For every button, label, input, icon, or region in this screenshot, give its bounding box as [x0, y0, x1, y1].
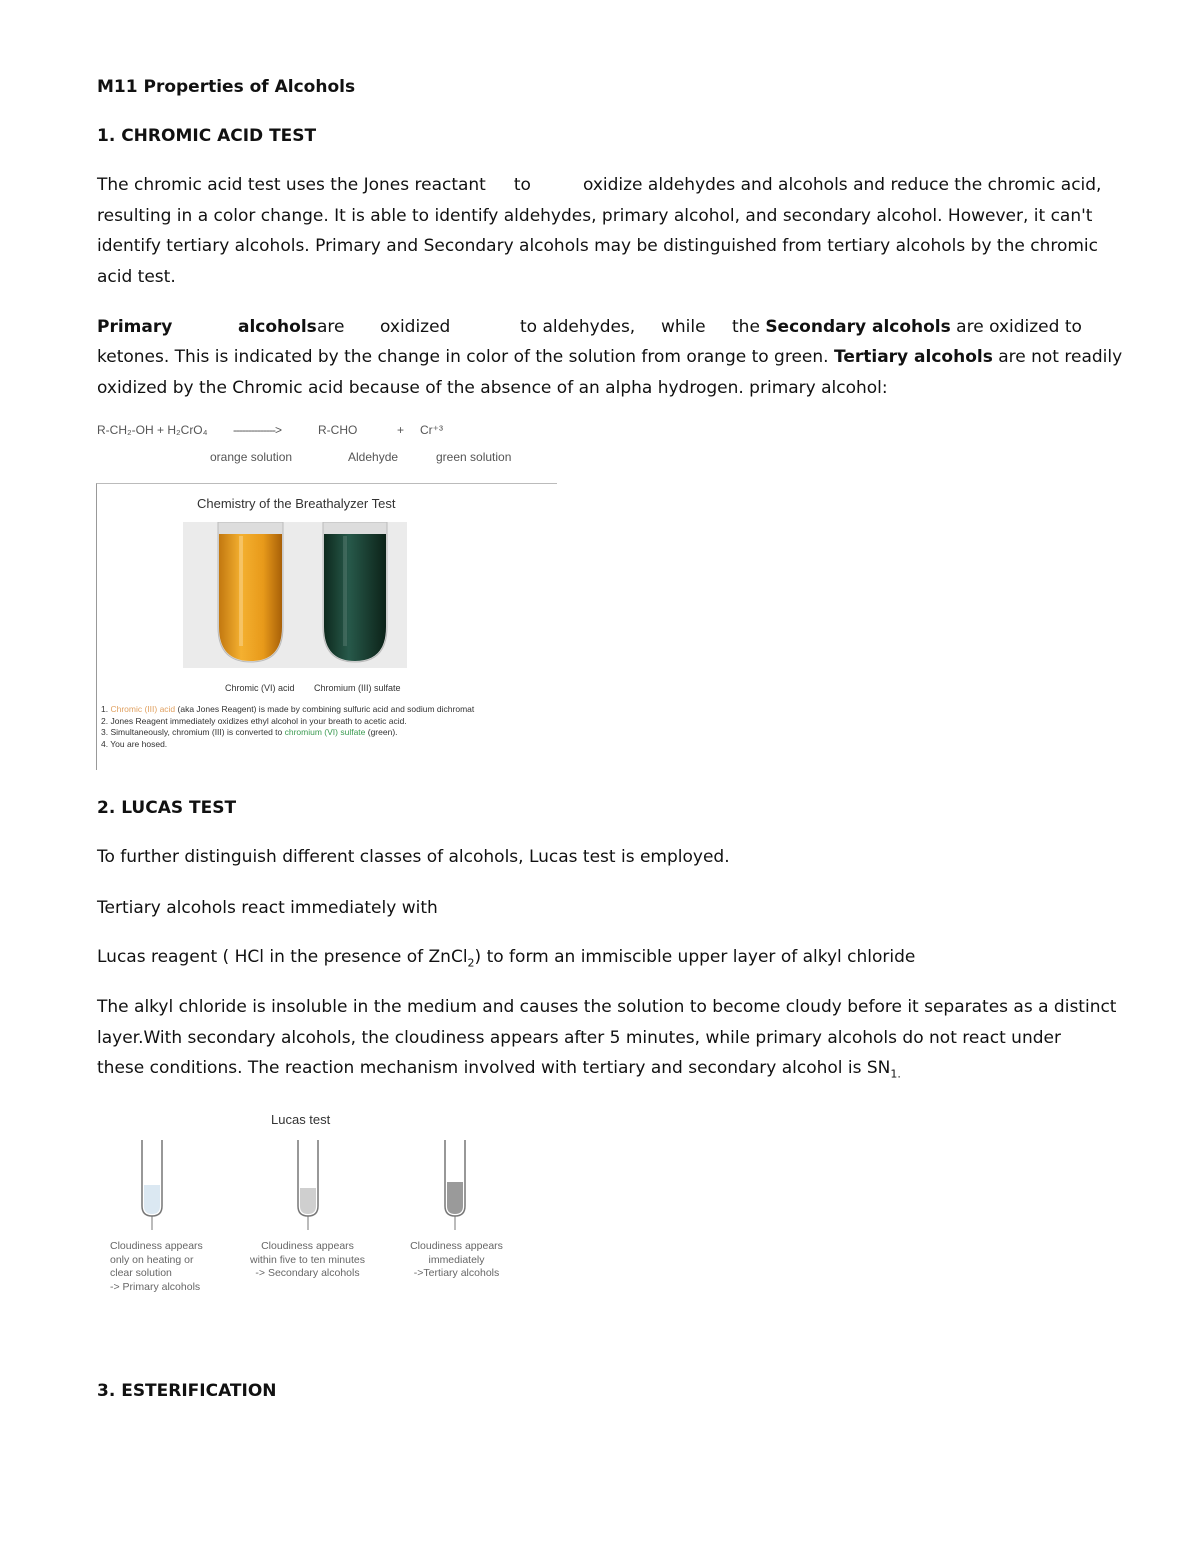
lucas-p4-line1: The alkyl chloride is insoluble in the medium and causes the solution to become cloudy before it separates as a distinct: [97, 997, 1117, 1017]
p2-word-the: the: [732, 317, 760, 337]
lucas-p2: Tertiary alcohols react immediately with: [97, 898, 438, 918]
p2-word-primary: Primary: [97, 317, 173, 337]
p2-word-oxidized: oxidized: [380, 317, 451, 337]
tube2-label: Chromium (III) sulfate: [314, 683, 401, 693]
reaction-label-orange: orange solution: [210, 450, 293, 464]
tube-primary-icon: [142, 1140, 162, 1230]
note-1-highlight: Chromic (III) acid: [110, 704, 176, 714]
p1-line1: [97, 170, 1101, 200]
breathalyzer-title: Chemistry of the Breathalyzer Test: [197, 496, 396, 511]
note-3: 3. Simultaneously, chromium (III) is converted to chromium (VI) sulfate (green).: [101, 727, 398, 737]
breathalyzer-figure: [96, 483, 557, 770]
lucas-p4-line2: layer.With secondary alcohols, the cloudiness appears after 5 minutes, while primary alcohols do not react under: [97, 1028, 1061, 1048]
p1-line2: resulting in a color change. It is able to identify aldehydes, primary alcohol, and secondary alcohol. However, it can't: [97, 206, 1093, 226]
lucas-caption-secondary: Cloudiness appears within five to ten minutes -> Secondary alcohols: [250, 1240, 365, 1279]
p2-line1-tail: [732, 312, 1082, 342]
subscript-2: 2: [467, 956, 475, 970]
section-heading-lucas-test: 2. LUCAS TEST: [97, 798, 237, 818]
test-tubes-illustration: [183, 522, 407, 668]
p2-line2: [97, 342, 1122, 372]
p1-text-c: oxidize aldehydes and alcohols and reduce the chromic acid,: [582, 175, 1102, 195]
p2-line2-c: are not readily: [998, 347, 1123, 367]
note-2: 2. Jones Reagent immediately oxidizes ethyl alcohol in your breath to acetic acid.: [101, 715, 407, 726]
document-title: M11 Properties of Alcohols: [97, 77, 356, 97]
p2-word-are-oxidized-to: are oxidized to: [956, 317, 1082, 337]
p2-word-alcohols: alcohols: [238, 317, 317, 337]
p2-word-secondary-alcohols: Secondary alcohols: [765, 317, 951, 337]
p2-word-to-aldehydes: to aldehydes,: [520, 317, 636, 337]
p2-line1: [97, 312, 172, 342]
reaction-label-aldehyde: Aldehyde: [348, 450, 399, 464]
p2-word-are: are: [317, 317, 345, 337]
p1-text-b: to: [513, 175, 531, 195]
p1-line4: acid test.: [97, 267, 176, 287]
tube-tertiary-icon: [445, 1140, 465, 1230]
reaction-arrow: -------------->: [233, 423, 281, 437]
subscript-1: 1.: [890, 1067, 901, 1081]
lucas-caption-tertiary: Cloudiness appears immediately ->Tertiary alcohols: [410, 1240, 503, 1279]
p1-text-a: The chromic acid test uses the Jones reactant: [97, 175, 486, 195]
reaction-plus: +: [397, 423, 405, 437]
p2-line2-a: ketones. This is indicated by the change in color of the solution from orange to green.: [97, 347, 829, 367]
tube1-label: Chromic (VI) acid: [225, 683, 295, 693]
reaction-label-green: green solution: [436, 450, 512, 464]
lucas-figure-title: Lucas test: [271, 1112, 331, 1127]
lucas-p4-line3: these conditions. The reaction mechanism involved with tertiary and secondary alcohol is $SN_{1.}$: [97, 1058, 901, 1081]
lucas-p3: Lucas reagent ( HCl in the presence of ZnCl$_2$) to form an immiscible upper layer of alkyl chloride: [97, 947, 916, 970]
reaction-product-chromium: Cr⁺³: [420, 423, 443, 437]
section-heading-esterification: 3. ESTERIFICATION: [97, 1381, 277, 1401]
reaction-reactant: R-CH₂-OH + H₂CrO₄: [97, 423, 208, 437]
lucas-caption-primary: Cloudiness appears only on heating or clear solution -> Primary alcohols: [110, 1240, 203, 1293]
p2-line3: oxidized by the Chromic acid because of the absence of an alpha hydrogen. primary alcohol:: [97, 378, 888, 398]
section-heading-chromic-acid: 1. CHROMIC ACID TEST: [97, 126, 317, 146]
note-4: 4. You are hosed.: [101, 738, 168, 749]
lucas-tubes-illustration: [100, 1130, 520, 1240]
note-1: 1. Chromic (III) acid (aka Jones Reagent) is made by combining sulfuric acid and sodium dichromat: [101, 704, 475, 714]
tube-secondary-icon: [298, 1140, 318, 1230]
test-tubes-photo: [183, 522, 407, 668]
p2-word-while: while: [661, 317, 706, 337]
reaction-product-aldehyde: R-CHO: [318, 423, 358, 437]
breathalyzer-notes: [101, 704, 557, 750]
note-3-highlight: chromium (VI) sulfate: [284, 727, 366, 737]
p2-line2-tertiary: Tertiary alcohols: [833, 347, 993, 367]
lucas-p1: To further distinguish different classes of alcohols, Lucas test is employed.: [97, 847, 730, 867]
p1-line3: identify tertiary alcohols. Primary and Secondary alcohols may be distinguished from tertiary alcohols by the chromic: [97, 236, 1098, 256]
